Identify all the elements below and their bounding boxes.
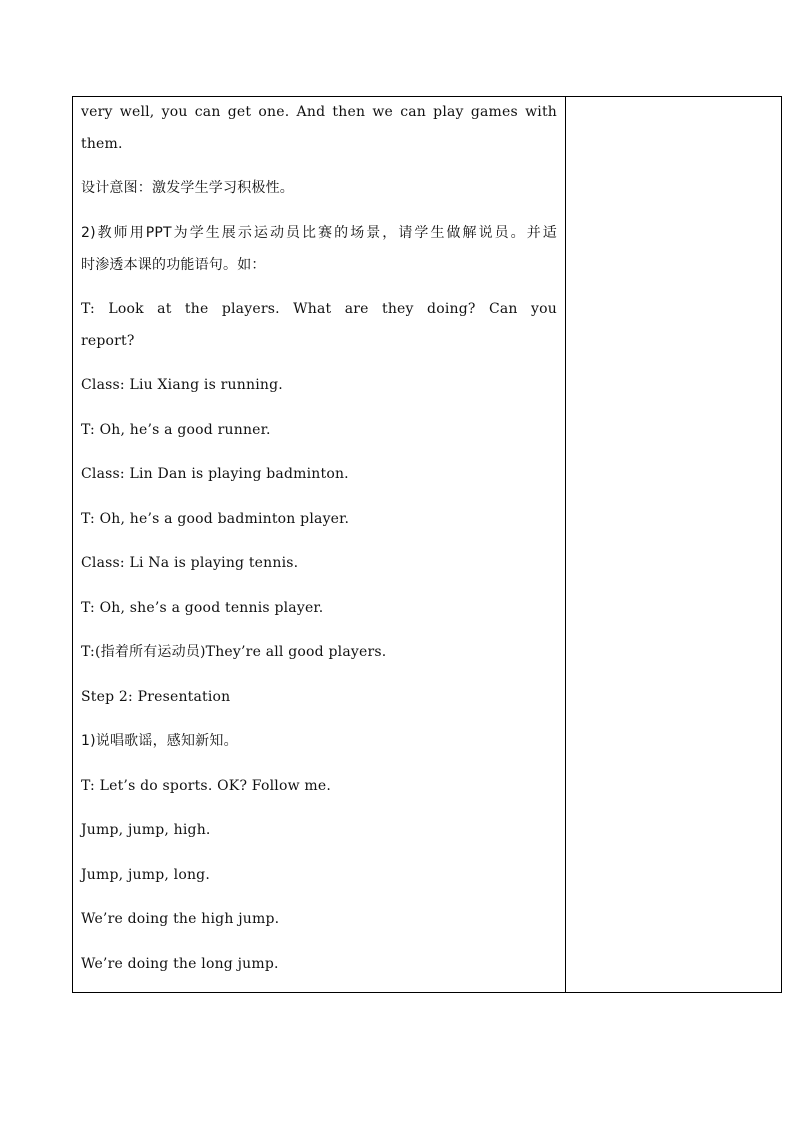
text-line-1: very well, you can get one. And then we can play games with: [81, 104, 557, 120]
text-line-9: T: Oh, he’s a good runner.: [81, 422, 271, 438]
lesson-plan-table: [72, 96, 782, 993]
text-line-12: Class: Li Na is playing tennis.: [81, 555, 299, 571]
content-cell: [73, 97, 566, 992]
text-line-13: T: Oh, she’s a good tennis player.: [81, 600, 324, 616]
step-heading: Step 2: Presentation: [81, 689, 231, 705]
text-line-4: 2)教师用PPT为学生展示运动员比赛的场景，请学生做解说员。并适: [81, 225, 557, 241]
text-line-2: them.: [81, 136, 123, 152]
text-line-6: T: Look at the players. What are they doing? Can you: [81, 301, 557, 317]
text-line-5: 时渗透本课的功能语句。如：: [81, 257, 266, 273]
text-line-11: T: Oh, he’s a good badminton player.: [81, 511, 350, 527]
text-line-18: Jump, jump, high.: [81, 822, 211, 838]
notes-cell: [566, 97, 781, 992]
text-line-20: We’re doing the high jump.: [81, 911, 280, 927]
text-line-7: report?: [81, 333, 135, 349]
design-intent-line: 设计意图：激发学生学习积极性。: [81, 180, 294, 196]
text-line-17: T: Let’s do sports. OK? Follow me.: [81, 778, 332, 794]
text-line-10: Class: Lin Dan is playing badminton.: [81, 466, 349, 482]
text-line-19: Jump, jump, long.: [81, 867, 210, 883]
text-line-8: Class: Liu Xiang is running.: [81, 377, 283, 393]
text-line-14: T:(指着所有运动员)They’re all good players.: [81, 644, 387, 660]
text-line-16: 1)说唱歌谣，感知新知。: [81, 733, 238, 749]
text-line-21: We’re doing the long jump.: [81, 956, 279, 972]
